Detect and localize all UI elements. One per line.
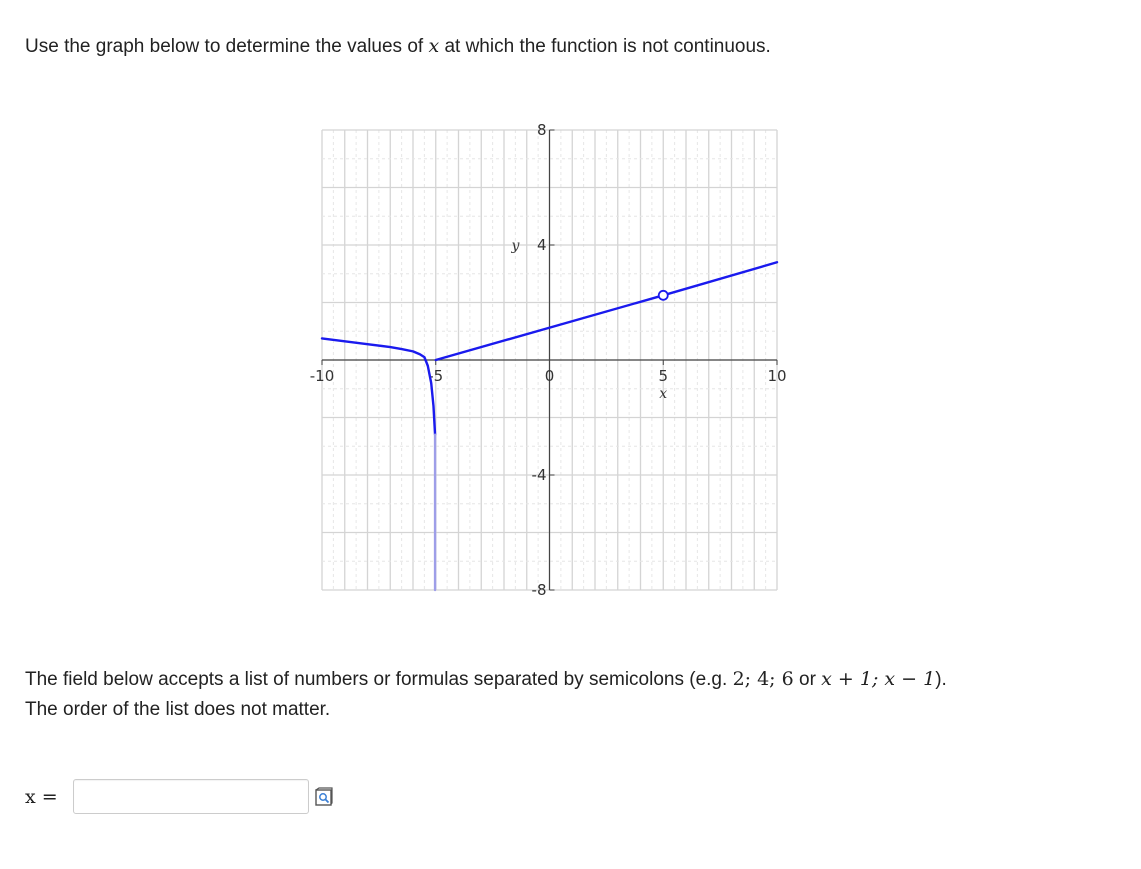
answer-input[interactable]: [73, 779, 309, 814]
preview-icon[interactable]: [315, 787, 333, 807]
x-tick-label: 10: [767, 367, 787, 385]
instructions-line-1: The field below accepts a list of numbers or formulas separated by semicolons (e.g. 2; 4; 6 or x + 1; x − 1).: [25, 668, 947, 690]
question-variable: x: [428, 35, 440, 57]
question-text: Use the graph below to determine the values of x at which the function is not continuous.: [25, 35, 771, 57]
instructions-line-2: The order of the list does not matter.: [25, 699, 331, 720]
x-tick-label: -5: [428, 367, 444, 385]
x-tick-label: 5: [658, 367, 669, 385]
y-axis-label: y: [511, 238, 520, 254]
answer-label: x =: [25, 785, 58, 808]
x-tick-label: -10: [309, 367, 335, 385]
x-axis-label: x: [659, 386, 668, 402]
open-point: [659, 291, 668, 300]
graph-svg: [295, 113, 805, 613]
x-tick-label: 0: [544, 367, 555, 385]
y-tick-label: 8: [536, 121, 547, 139]
example-formulas: x + 1; x − 1: [821, 668, 936, 690]
y-tick-label: -4: [531, 466, 547, 484]
function-graph: [295, 113, 805, 613]
y-tick-label: 4: [536, 236, 547, 254]
y-tick-label: -8: [531, 581, 547, 599]
answer-row: [25, 778, 333, 815]
example-numbers: 2; 4; 6: [732, 668, 794, 690]
instructions-text: [25, 664, 1125, 725]
